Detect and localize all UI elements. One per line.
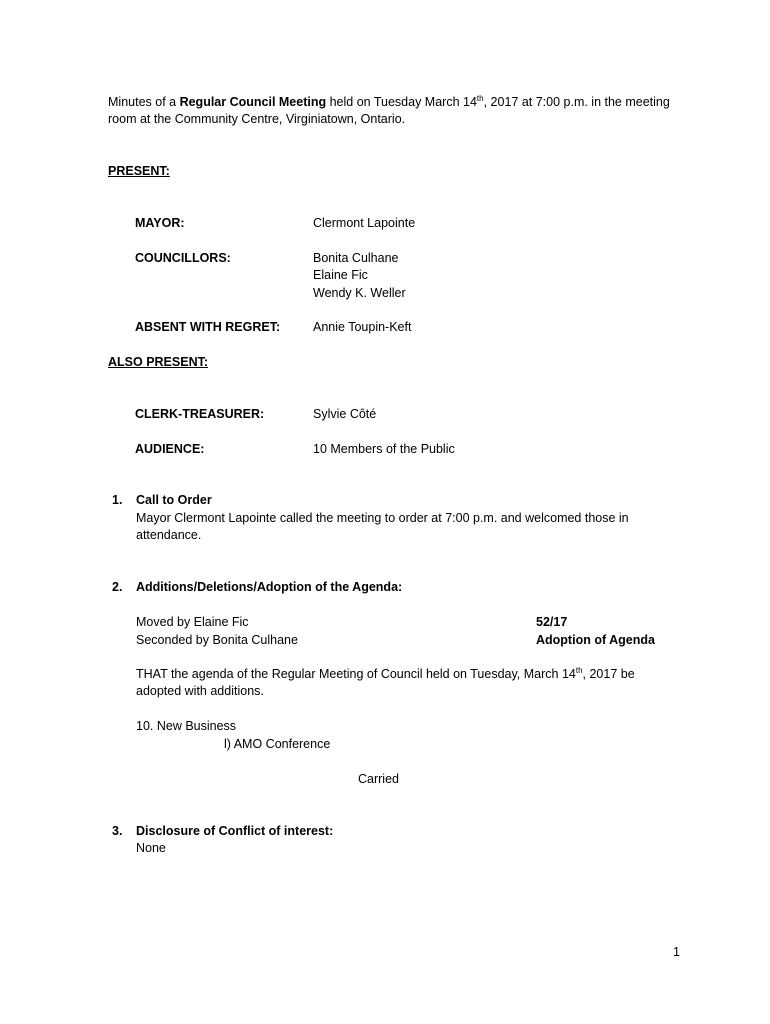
mayor-name: Clermont Lapointe <box>313 216 416 230</box>
item-number: 2. <box>112 580 123 594</box>
item-number: 3. <box>112 824 123 838</box>
intro-line-1 <box>108 94 670 112</box>
intro-sup: th <box>476 94 484 103</box>
item-title: Call to Order <box>136 493 212 507</box>
motion-line-2: adopted with additions. <box>136 684 264 698</box>
also-present-heading: ALSO PRESENT: <box>108 355 209 369</box>
new-business: 10. New Business <box>136 719 237 733</box>
item-body: attendance. <box>136 528 202 542</box>
absent-label: ABSENT WITH REGRET: <box>135 320 281 334</box>
moved-by: Moved by Elaine Fic <box>136 615 249 629</box>
audience-value: 10 Members of the Public <box>313 442 455 456</box>
motion-line-1 <box>136 666 635 684</box>
councillor-name: Bonita Culhane <box>313 251 399 265</box>
item-body: None <box>136 841 166 855</box>
motion-sup: th <box>575 666 583 675</box>
item-title: Additions/Deletions/Adoption of the Agenda: <box>136 580 403 594</box>
resolution-number: 52/17 <box>536 615 568 629</box>
present-heading: PRESENT: <box>108 164 170 178</box>
councillors-label: COUNCILLORS: <box>135 251 231 265</box>
motion-result: Carried <box>358 772 399 786</box>
page-number: 1 <box>673 945 680 959</box>
meeting-type: Regular Council Meeting <box>179 95 327 109</box>
motion-prefix: THAT the agenda of the Regular Meeting of Council held on Tuesday, March 14 <box>136 667 576 681</box>
seconded-by: Seconded by Bonita Culhane <box>136 633 298 647</box>
intro-mid: held on Tuesday March 14 <box>326 95 477 109</box>
intro-line-2: room at the Community Centre, Virginiatown, Ontario. <box>108 112 406 126</box>
mayor-label: MAYOR: <box>135 216 185 230</box>
item-body: Mayor Clermont Lapointe called the meeting to order at 7:00 p.m. and welcomed those in <box>136 511 629 525</box>
councillor-name: Elaine Fic <box>313 268 368 282</box>
item-number: 1. <box>112 493 123 507</box>
item-title: Disclosure of Conflict of interest: <box>136 824 334 838</box>
audience-label: AUDIENCE: <box>135 442 205 456</box>
sub-item: l) AMO Conference <box>224 737 331 751</box>
clerk-name: Sylvie Côté <box>313 407 377 421</box>
motion-suffix: , 2017 be <box>582 667 635 681</box>
intro-prefix: Minutes of a <box>108 95 180 109</box>
intro-suffix: , 2017 at 7:00 p.m. in the meeting <box>483 95 670 109</box>
resolution-title: Adoption of Agenda <box>536 633 655 647</box>
absent-name: Annie Toupin-Keft <box>313 320 412 334</box>
councillor-name: Wendy K. Weller <box>313 286 406 300</box>
clerk-label: CLERK-TREASURER: <box>135 407 265 421</box>
